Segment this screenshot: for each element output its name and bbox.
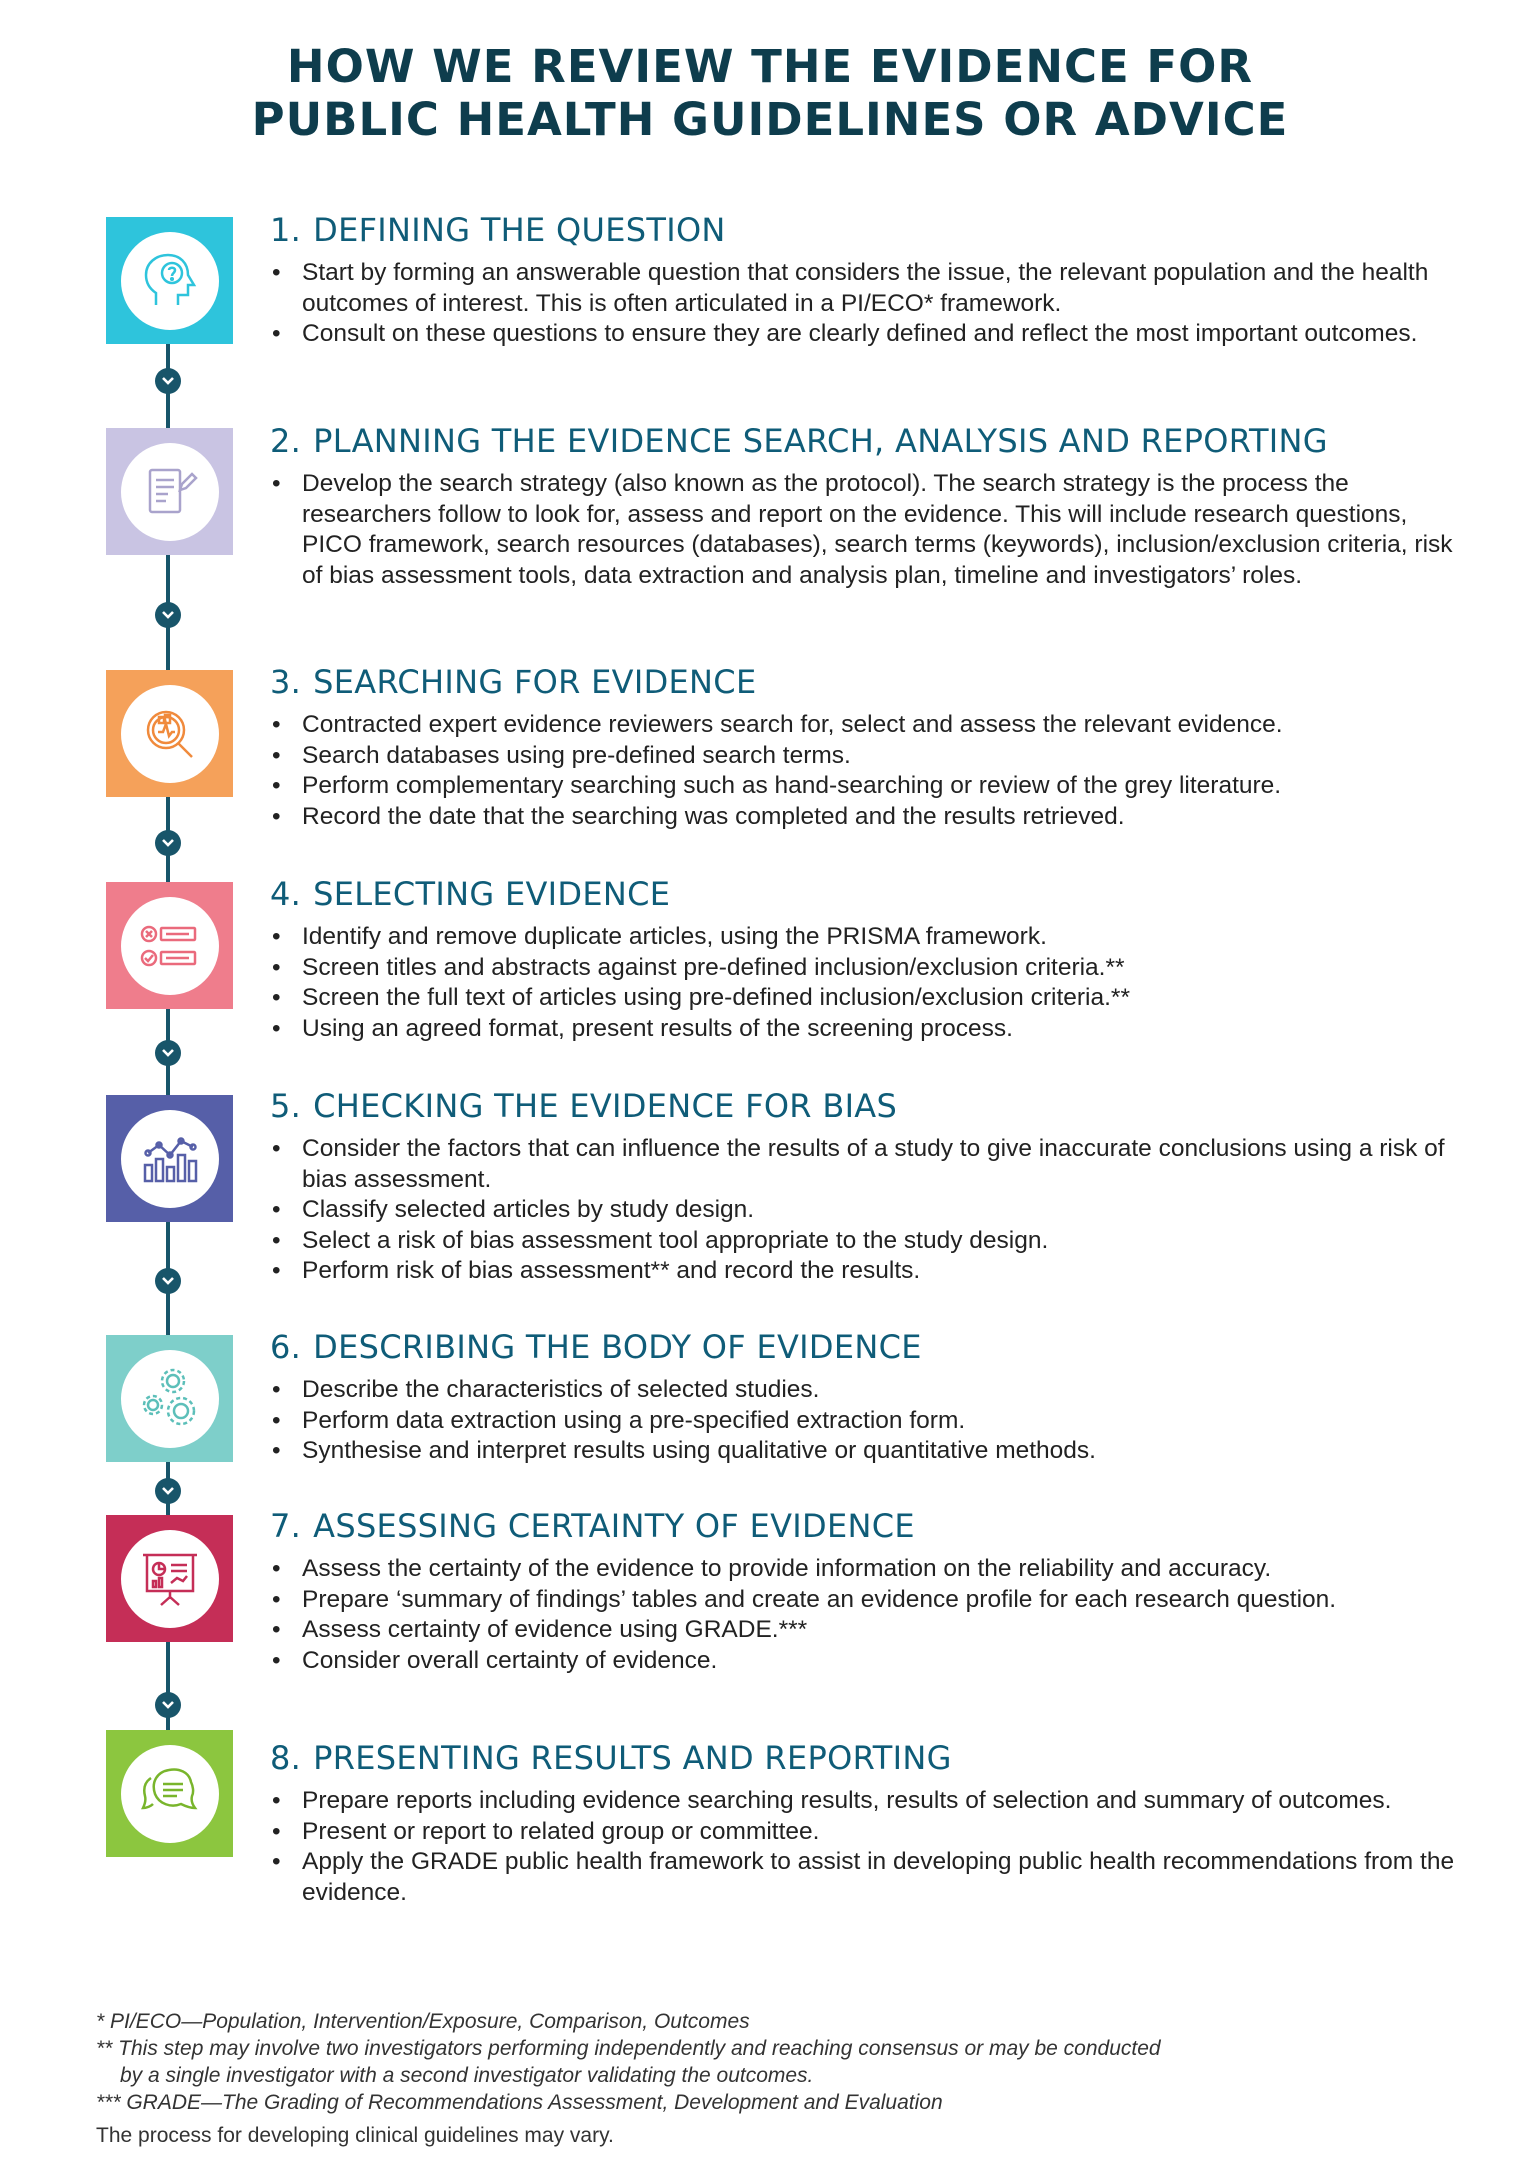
step-3-title-text: SEARCHING FOR EVIDENCE (313, 663, 757, 701)
step-7 (270, 1506, 1470, 1676)
step-8-number: 8. (270, 1739, 302, 1777)
step-7-bullets (270, 1554, 1470, 1676)
closing-note: The process for developing clinical guidelines may vary. (96, 2124, 614, 2147)
page-title (0, 40, 1540, 146)
connector-chevron-icon (155, 1268, 181, 1294)
connector-chevron-icon (155, 368, 181, 394)
list-item: • Using an agreed format, present results of the screening process. (270, 1014, 1470, 1045)
step-2-bullets (270, 469, 1470, 591)
step-8-title-text: PRESENTING RESULTS AND REPORTING (313, 1739, 952, 1777)
step-2-icon-box (106, 428, 233, 555)
magnifier-chart-icon (138, 702, 202, 766)
step-2 (270, 421, 1470, 591)
title-line-2: PUBLIC HEALTH GUIDELINES OR ADVICE (251, 93, 1289, 146)
list-item: • Develop the search strategy (also known as the protocol). The search strategy is the process the researchers follow to look for, assess and report on the evidence. This will include research questions, PICO framework, search resources (databases), search terms (keywords), inclusion/exclusion criteria, risk of bias assessment tools, data extraction and analysis plan, timeline and investigators’ roles. (270, 469, 1470, 591)
connector-chevron-icon (155, 602, 181, 628)
document-pen-icon (138, 460, 202, 524)
title-line-1: HOW WE REVIEW THE EVIDENCE FOR (286, 40, 1254, 93)
step-6 (270, 1327, 1470, 1467)
step-5 (270, 1086, 1470, 1287)
list-item: • Contracted expert evidence reviewers search for, select and assess the relevant evidence. (270, 710, 1470, 741)
footnote-two-investigators: ** This step may involve two investigators performing independently and reaching consensus or may be conducted (96, 2037, 1161, 2060)
step-5-number: 5. (270, 1087, 302, 1125)
list-item: • Select a risk of bias assessment tool appropriate to the study design. (270, 1226, 1470, 1257)
list-item: • Identify and remove duplicate articles, using the PRISMA framework. (270, 922, 1470, 953)
step-4-title-text: SELECTING EVIDENCE (313, 875, 671, 913)
step-8-bullets (270, 1786, 1470, 1908)
list-item: • Synthesise and interpret results using qualitative or quantitative methods. (270, 1436, 1470, 1467)
list-item: • Prepare ‘summary of findings’ tables and create an evidence profile for each research question. (270, 1585, 1470, 1616)
step-7-title-text: ASSESSING CERTAINTY OF EVIDENCE (313, 1507, 915, 1545)
connector-chevron-icon (155, 830, 181, 856)
presentation-board-icon (137, 1547, 203, 1611)
footnote-pieco: * PI/ECO—Population, Intervention/Exposure, Comparison, Outcomes (96, 2010, 750, 2033)
list-item: • Consider the factors that can influence the results of a study to give inaccurate conclusions using a risk of bias assessment. (270, 1134, 1470, 1195)
step-3-number: 3. (270, 663, 302, 701)
step-5-bullets (270, 1134, 1470, 1287)
step-2-number: 2. (270, 422, 302, 460)
step-4-title (270, 874, 1470, 914)
step-8-icon-box (106, 1730, 233, 1857)
step-3-icon-box (106, 670, 233, 797)
step-4-bullets (270, 922, 1470, 1044)
step-1-title-text: DEFINING THE QUESTION (313, 211, 726, 249)
step-3-bullets (270, 710, 1470, 832)
list-item: • Start by forming an answerable question that considers the issue, the relevant population and the health outcomes of interest. This is often articulated in a PI/ECO* framework. (270, 258, 1470, 319)
list-item: • Consider overall certainty of evidence. (270, 1646, 1470, 1677)
connector-chevron-icon (155, 1692, 181, 1718)
checklist-icon (137, 916, 203, 976)
step-5-icon-box (106, 1095, 233, 1222)
step-6-title (270, 1327, 1470, 1367)
step-7-number: 7. (270, 1507, 302, 1545)
step-1 (270, 210, 1470, 350)
connector-chevron-icon (155, 1040, 181, 1066)
list-item: • Screen the full text of articles using pre-defined inclusion/exclusion criteria.** (270, 983, 1470, 1014)
list-item: • Search databases using pre-defined search terms. (270, 741, 1470, 772)
list-item: • Consult on these questions to ensure they are clearly defined and reflect the most important outcomes. (270, 319, 1470, 350)
speech-bubbles-icon (137, 1762, 203, 1826)
list-item: • Record the date that the searching was completed and the results retrieved. (270, 802, 1470, 833)
step-1-icon-box (106, 217, 233, 344)
step-3 (270, 662, 1470, 832)
footnotes (96, 2008, 1446, 2116)
step-6-title-text: DESCRIBING THE BODY OF EVIDENCE (313, 1328, 922, 1366)
list-item: • Describe the characteristics of selected studies. (270, 1375, 1470, 1406)
step-7-icon-box (106, 1515, 233, 1642)
step-8-title (270, 1738, 1470, 1778)
step-4-number: 4. (270, 875, 302, 913)
list-item: • Prepare reports including evidence searching results, results of selection and summary of outcomes. (270, 1786, 1470, 1817)
footnote-two-investigators-cont: by a single investigator with a second investigator validating the outcomes. (120, 2064, 814, 2087)
list-item: • Perform risk of bias assessment** and record the results. (270, 1256, 1470, 1287)
gears-icon (137, 1367, 203, 1431)
step-6-bullets (270, 1375, 1470, 1467)
footnote-grade: *** GRADE—The Grading of Recommendations Assessment, Development and Evaluation (96, 2091, 943, 2114)
step-4 (270, 874, 1470, 1044)
step-8 (270, 1738, 1470, 1908)
step-1-number: 1. (270, 211, 302, 249)
step-2-title-text: PLANNING THE EVIDENCE SEARCH, ANALYSIS AND REPORTING (313, 422, 1328, 460)
connector-chevron-icon (155, 1478, 181, 1504)
step-1-bullets (270, 258, 1470, 350)
step-6-number: 6. (270, 1328, 302, 1366)
list-item: • Screen titles and abstracts against pre-defined inclusion/exclusion criteria.** (270, 953, 1470, 984)
step-6-icon-box (106, 1335, 233, 1462)
head-question-icon (138, 249, 202, 313)
step-5-title-text: CHECKING THE EVIDENCE FOR BIAS (313, 1087, 898, 1125)
list-item: • Assess certainty of evidence using GRADE.*** (270, 1615, 1470, 1646)
step-3-title (270, 662, 1470, 702)
step-5-title (270, 1086, 1470, 1126)
step-7-title (270, 1506, 1470, 1546)
bar-trend-chart-icon (137, 1129, 203, 1189)
list-item: • Apply the GRADE public health framework to assist in developing public health recommendations from the evidence. (270, 1847, 1470, 1908)
step-2-title (270, 421, 1470, 461)
list-item: • Perform complementary searching such as hand-searching or review of the grey literature. (270, 771, 1470, 802)
step-1-title (270, 210, 1470, 250)
list-item: • Present or report to related group or committee. (270, 1817, 1470, 1848)
list-item: • Assess the certainty of the evidence to provide information on the reliability and accuracy. (270, 1554, 1470, 1585)
step-4-icon-box (106, 882, 233, 1009)
list-item: • Perform data extraction using a pre-specified extraction form. (270, 1406, 1470, 1437)
list-item: • Classify selected articles by study design. (270, 1195, 1470, 1226)
